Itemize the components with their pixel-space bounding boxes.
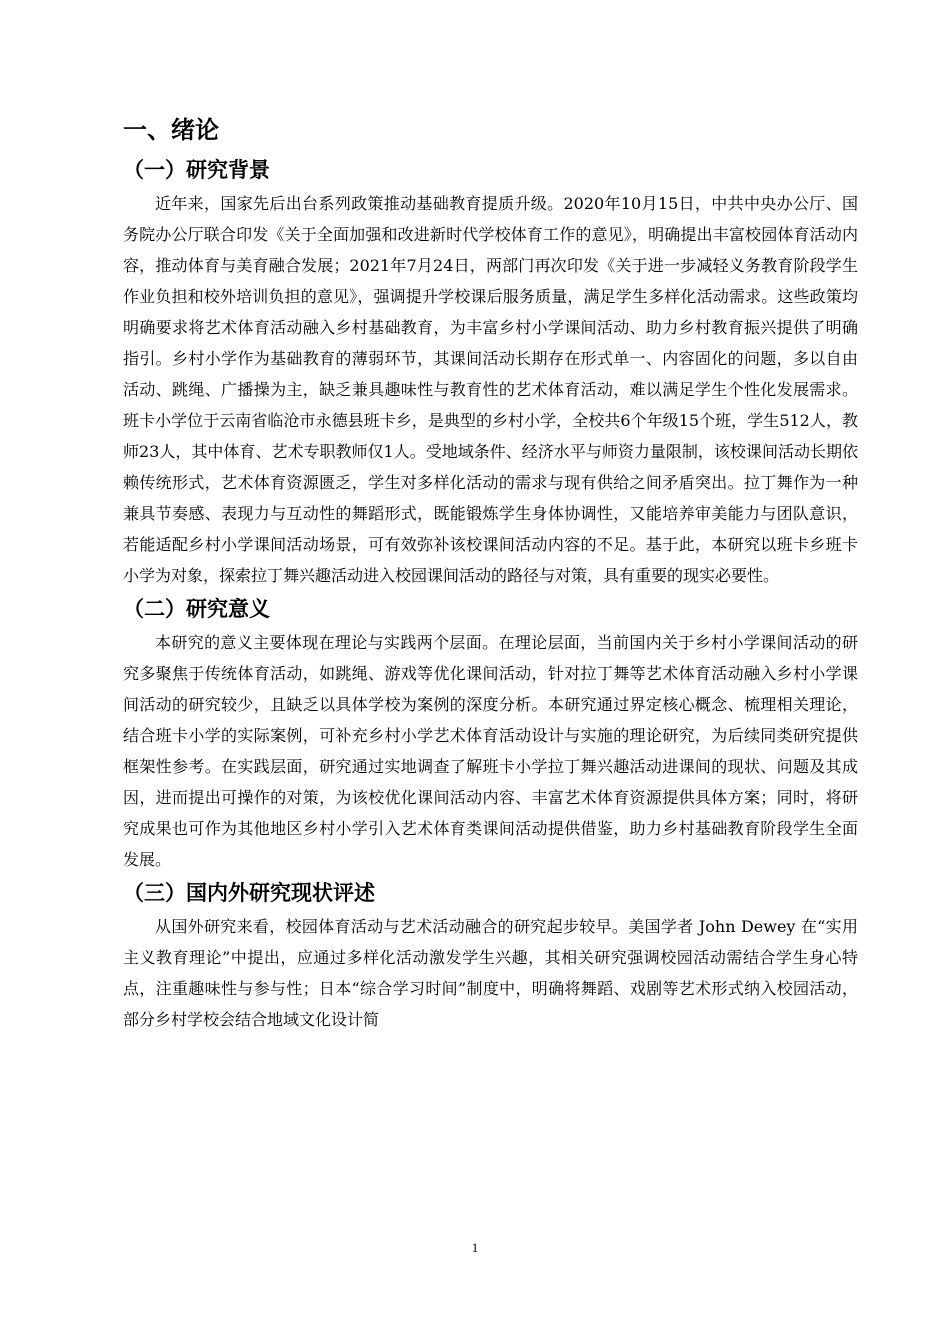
section-title-background: （一）研究背景 xyxy=(123,158,270,182)
chapter-title: 一、绪论 xyxy=(123,116,219,144)
paragraph-literature-review: 从国外研究来看，校园体育活动与艺术活动融合的研究起步较早。美国学者 John Dewey 在“实用主义教育理论”中提出，应通过多样化活动激发学生兴趣，其相关研究强调校园活动需结合学生身心特点，注重趣味性与参与性；日本“综合学习时间”制度中，明确将舞蹈、戏剧等艺术形式纳入校园活动，部分乡村学校会结合地域文化设计简 xyxy=(123,917,858,1029)
section-title-literature-review: （三）国内外研究现状评述 xyxy=(123,881,375,905)
section-title-significance: （二）研究意义 xyxy=(123,597,270,621)
document-body xyxy=(123,112,858,1035)
paragraph-background: 近年来，国家先后出台系列政策推动基础教育提质升级。2020年10月15日，中共中央办公厅、国务院办公厅联合印发《关于全面加强和改进新时代学校体育工作的意见》，明确提出丰富校园体育活动内容，推动体育与美育融合发展；2021年7月24日，两部门再次印发《关于进一步减轻义务教育阶段学生作业负担和校外培训负担的意见》，强调提升学校课后服务质量，满足学生多样化活动需求。这些政策均明确要求将艺术体育活动融入乡村基础教育，为丰富乡村小学课间活动、助力乡村教育振兴提供了明确指引。乡村小学作为基础教育的薄弱环节，其课间活动长期存在形式单一、内容固化的问题，多以自由活动、跳绳、广播操为主，缺乏兼具趣味性与教育性的艺术体育活动，难以满足学生个性化发展需求。班卡小学位于云南省临沧市永德县班卡乡，是典型的乡村小学，全校共6个年级15个班，学生512人，教师23人，其中体育、艺术专职教师仅1人。受地域条件、经济水平与师资力量限制，该校课间活动长期依赖传统形式，艺术体育资源匮乏，学生对多样化活动的需求与现有供给之间矛盾突出。拉丁舞作为一种兼具节奏感、表现力与互动性的舞蹈形式，既能锻炼学生身体协调性，又能培养审美能力与团队意识，若能适配乡村小学课间活动场景，可有效弥补该校课间活动内容的不足。基于此，本研究以班卡乡班卡小学为对象，探索拉丁舞兴趣活动进入校园课间活动的路径与对策，具有重要的现实必要性。 xyxy=(123,194,858,585)
paragraph-significance: 本研究的意义主要体现在理论与实践两个层面。在理论层面，当前国内关于乡村小学课间活动的研究多聚焦于传统体育活动，如跳绳、游戏等优化课间活动，针对拉丁舞等艺术体育活动融入乡村小学课间活动的研究较少，且缺乏以具体学校为案例的深度分析。本研究通过界定核心概念、梳理相关理论，结合班卡小学的实际案例，可补充乡村小学艺术体育活动设计与实施的理论研究，为后续同类研究提供框架性参考。在实践层面，研究通过实地调查了解班卡小学拉丁舞兴趣活动进课间的现状、问题及其成因，进而提出可操作的对策，为该校优化课间活动内容、丰富艺术体育资源提供具体方案；同时，将研究成果也可作为其他地区乡村小学引入艺术体育类课间活动提供借鉴，助力乡村基础教育阶段学生全面发展。 xyxy=(123,633,858,869)
page-number: 1 xyxy=(471,1240,479,1255)
